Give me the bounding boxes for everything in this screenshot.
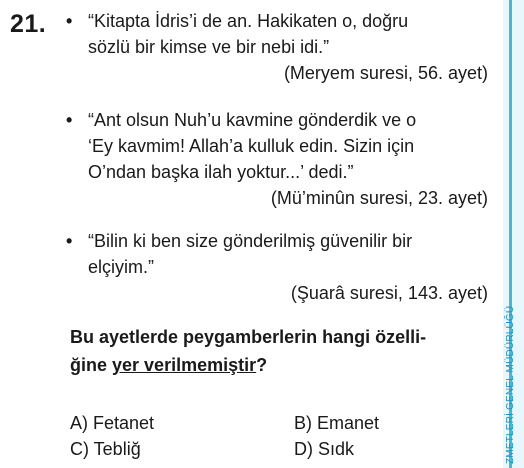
quote-item <box>66 107 488 211</box>
quote-reference: (Mü’minûn suresi, 23. ayet) <box>270 188 488 208</box>
quote-reference: (Meryem suresi, 56. ayet) <box>283 63 488 83</box>
quote-line: “Kitapta İdris’i de an. Hakikaten o, doğru <box>88 11 409 31</box>
prompt-underlined-text: yer verilmemiştir <box>112 355 257 375</box>
bullet-dot-icon: • <box>66 110 73 130</box>
question-number: 21. <box>10 10 47 38</box>
quote-line: elçiyim.” <box>88 257 154 277</box>
prompt-text: ğine <box>70 355 113 375</box>
prompt-line: Bu ayetlerde peygamberlerin hangi özelli- <box>70 327 427 347</box>
quote-line: ‘Ey kavmim! Allah’a kulluk edin. Sizin için <box>88 136 415 156</box>
prompt-question-mark: ? <box>256 355 268 375</box>
side-caption: ZMETLERİ GENEL MÜDÜRLÜĞÜ <box>505 305 516 464</box>
bullet-dot-icon: • <box>66 11 73 31</box>
quote-line: O’ndan başka ilah yoktur...’ dedi.” <box>88 162 354 182</box>
quote-text <box>88 107 488 211</box>
quote-reference: (Şuarâ suresi, 143. ayet) <box>290 283 488 303</box>
question-prompt <box>70 323 490 379</box>
prompt-line <box>70 351 490 379</box>
option-d[interactable]: D) Sıdk <box>294 439 355 459</box>
quote-item <box>66 228 488 306</box>
option-a[interactable]: A) Fetanet <box>70 413 155 433</box>
quote-line: sözlü bir kimse ve bir nebi idi.” <box>88 37 330 57</box>
option-c[interactable]: C) Tebliğ <box>70 439 141 459</box>
quote-line: “Bilin ki ben size gönderilmiş güvenilir bir <box>88 231 413 251</box>
quote-line: “Ant olsun Nuh’u kavmine gönderdik ve o <box>88 110 417 130</box>
option-b[interactable]: B) Emanet <box>294 413 380 433</box>
quote-text <box>88 8 488 86</box>
quote-item <box>66 8 488 86</box>
bullet-dot-icon: • <box>66 231 73 251</box>
quote-text <box>88 228 488 306</box>
